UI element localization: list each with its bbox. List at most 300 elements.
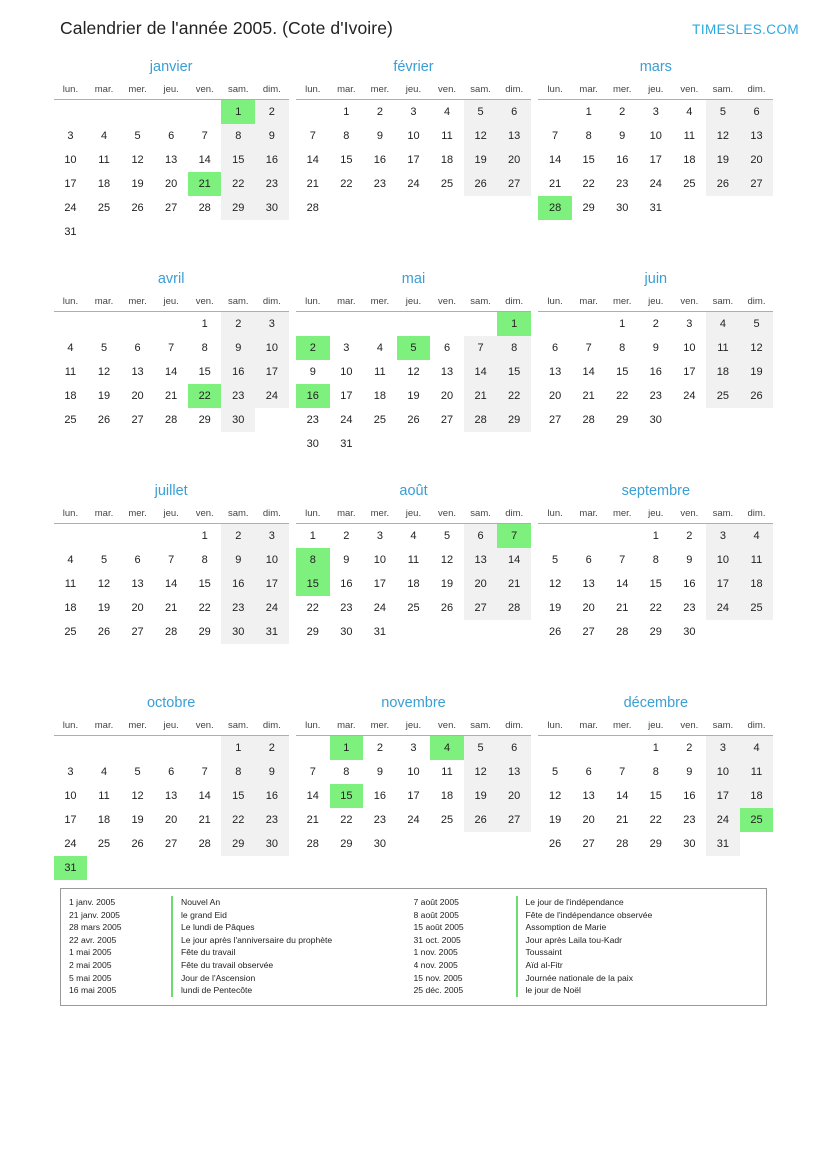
day-cell[interactable]: 10 [706, 548, 740, 572]
day-cell[interactable]: 14 [165, 577, 178, 590]
day-cell[interactable]: 13 [165, 153, 178, 166]
day-cell[interactable]: 14 [616, 789, 629, 802]
day-cell[interactable]: 2 [376, 741, 383, 754]
day-cell[interactable]: 14 [306, 789, 319, 802]
day-cell[interactable]: 2 [686, 741, 693, 754]
day-cell[interactable]: 22 [221, 808, 255, 832]
day-cell[interactable]: 25 [97, 837, 111, 850]
day-cell[interactable]: 27 [165, 201, 178, 214]
day-cell[interactable]: 1 [497, 312, 531, 336]
day-cell[interactable]: 7 [619, 553, 626, 566]
day-cell[interactable]: 2 [221, 312, 255, 336]
day-cell[interactable]: 7 [201, 129, 208, 142]
day-cell[interactable]: 10 [255, 336, 289, 360]
day-cell[interactable]: 1 [309, 529, 316, 542]
day-cell[interactable]: 8 [201, 341, 208, 354]
day-cell[interactable]: 5 [397, 336, 431, 360]
day-cell[interactable]: 23 [221, 384, 255, 408]
day-cell[interactable]: 12 [464, 760, 498, 784]
day-cell[interactable]: 16 [221, 572, 255, 596]
day-cell[interactable]: 4 [100, 765, 108, 778]
day-cell[interactable]: 23 [340, 601, 353, 614]
day-cell[interactable]: 22 [306, 601, 319, 614]
day-cell[interactable]: 20 [497, 148, 531, 172]
day-cell[interactable]: 19 [131, 177, 144, 190]
day-cell[interactable]: 26 [440, 601, 454, 614]
day-cell[interactable]: 21 [165, 601, 178, 614]
day-cell[interactable]: 9 [376, 765, 383, 778]
day-cell[interactable]: 22 [649, 601, 662, 614]
day-cell[interactable]: 28 [497, 596, 531, 620]
day-cell[interactable]: 2 [376, 105, 383, 118]
day-cell[interactable]: 15 [649, 789, 662, 802]
day-cell[interactable]: 1 [343, 105, 350, 118]
day-cell[interactable]: 21 [616, 601, 629, 614]
day-cell[interactable]: 17 [64, 813, 77, 826]
day-cell[interactable]: 27 [548, 413, 562, 426]
day-cell[interactable]: 9 [619, 129, 626, 142]
day-cell[interactable]: 2 [255, 100, 289, 124]
day-cell[interactable]: 9 [686, 553, 693, 566]
day-cell[interactable]: 30 [616, 201, 629, 214]
day-cell[interactable]: 6 [585, 553, 592, 566]
day-cell[interactable]: 4 [706, 312, 740, 336]
day-cell[interactable]: 11 [740, 548, 774, 572]
day-cell[interactable]: 22 [340, 813, 353, 826]
day-cell[interactable]: 23 [649, 389, 662, 402]
day-cell[interactable]: 28 [582, 413, 595, 426]
day-cell[interactable]: 6 [134, 553, 141, 566]
day-cell[interactable]: 16 [221, 360, 255, 384]
day-cell[interactable]: 24 [340, 413, 353, 426]
day-cell[interactable]: 12 [440, 553, 454, 566]
day-cell[interactable]: 13 [131, 577, 144, 590]
day-cell[interactable]: 30 [306, 437, 319, 450]
day-cell[interactable]: 11 [441, 129, 453, 142]
day-cell[interactable]: 16 [296, 384, 330, 408]
day-cell[interactable]: 5 [464, 100, 498, 124]
day-cell[interactable]: 8 [221, 124, 255, 148]
day-cell[interactable]: 16 [683, 577, 696, 590]
day-cell[interactable]: 16 [373, 153, 387, 166]
day-cell[interactable]: 22 [497, 384, 531, 408]
day-cell[interactable]: 14 [464, 360, 498, 384]
day-cell[interactable]: 17 [373, 577, 387, 590]
day-cell[interactable]: 19 [407, 389, 420, 402]
day-cell[interactable]: 26 [740, 384, 774, 408]
day-cell[interactable]: 25 [706, 384, 740, 408]
day-cell[interactable]: 6 [740, 100, 774, 124]
day-cell[interactable]: 19 [97, 389, 111, 402]
day-cell[interactable]: 26 [97, 625, 111, 638]
day-cell[interactable]: 29 [497, 408, 531, 432]
day-cell[interactable]: 10 [64, 789, 77, 802]
day-cell[interactable]: 5 [134, 129, 141, 142]
day-cell[interactable]: 22 [221, 172, 255, 196]
day-cell[interactable]: 1 [619, 317, 626, 330]
day-cell[interactable]: 11 [683, 129, 696, 142]
day-cell[interactable]: 25 [440, 813, 454, 826]
day-cell[interactable]: 3 [255, 312, 289, 336]
day-cell[interactable]: 14 [616, 577, 629, 590]
day-cell[interactable]: 18 [683, 153, 696, 166]
day-cell[interactable]: 27 [740, 172, 774, 196]
day-cell[interactable]: 29 [582, 201, 595, 214]
day-cell[interactable]: 28 [538, 196, 572, 220]
day-cell[interactable]: 8 [201, 553, 208, 566]
day-cell[interactable]: 19 [131, 813, 144, 826]
day-cell[interactable]: 19 [548, 813, 562, 826]
day-cell[interactable]: 19 [706, 148, 740, 172]
day-cell[interactable]: 23 [683, 601, 696, 614]
day-cell[interactable]: 26 [548, 837, 562, 850]
day-cell[interactable]: 16 [373, 789, 387, 802]
day-cell[interactable]: 25 [740, 808, 774, 832]
day-cell[interactable]: 29 [221, 196, 255, 220]
day-cell[interactable]: 10 [683, 341, 696, 354]
day-cell[interactable]: 25 [64, 625, 77, 638]
day-cell[interactable]: 15 [497, 360, 531, 384]
day-cell[interactable]: 27 [131, 625, 144, 638]
day-cell[interactable]: 10 [64, 153, 77, 166]
day-cell[interactable]: 7 [309, 765, 316, 778]
day-cell[interactable]: 23 [306, 413, 319, 426]
day-cell[interactable]: 5 [552, 553, 559, 566]
day-cell[interactable]: 31 [373, 625, 387, 638]
day-cell[interactable]: 2 [221, 524, 255, 548]
day-cell[interactable]: 15 [198, 577, 211, 590]
day-cell[interactable]: 4 [740, 524, 774, 548]
day-cell[interactable]: 12 [97, 577, 111, 590]
day-cell[interactable]: 27 [497, 808, 531, 832]
day-cell[interactable]: 26 [131, 201, 144, 214]
day-cell[interactable]: 25 [97, 201, 111, 214]
day-cell[interactable]: 20 [582, 813, 595, 826]
day-cell[interactable]: 10 [706, 760, 740, 784]
day-cell[interactable]: 23 [373, 177, 387, 190]
day-cell[interactable]: 11 [98, 789, 110, 802]
day-cell[interactable]: 29 [340, 837, 353, 850]
day-cell[interactable]: 25 [740, 596, 774, 620]
day-cell[interactable]: 21 [464, 384, 498, 408]
day-cell[interactable]: 7 [552, 129, 559, 142]
day-cell[interactable]: 27 [165, 837, 178, 850]
day-cell[interactable]: 13 [582, 577, 595, 590]
day-cell[interactable]: 8 [343, 765, 350, 778]
day-cell[interactable]: 6 [168, 765, 175, 778]
day-cell[interactable]: 20 [165, 177, 178, 190]
day-cell[interactable]: 7 [168, 341, 175, 354]
day-cell[interactable]: 19 [464, 784, 498, 808]
day-cell[interactable]: 9 [221, 336, 255, 360]
day-cell[interactable]: 2 [296, 336, 330, 360]
day-cell[interactable]: 18 [440, 153, 454, 166]
day-cell[interactable]: 3 [343, 341, 350, 354]
day-cell[interactable]: 30 [373, 837, 387, 850]
day-cell[interactable]: 5 [443, 529, 451, 542]
day-cell[interactable]: 12 [740, 336, 774, 360]
day-cell[interactable]: 5 [552, 765, 559, 778]
day-cell[interactable]: 8 [585, 129, 592, 142]
day-cell[interactable]: 10 [373, 553, 387, 566]
day-cell[interactable]: 10 [407, 129, 420, 142]
day-cell[interactable]: 17 [407, 789, 420, 802]
day-cell[interactable]: 8 [343, 129, 350, 142]
day-cell[interactable]: 24 [407, 177, 420, 190]
day-cell[interactable]: 26 [407, 413, 420, 426]
day-cell[interactable]: 28 [464, 408, 498, 432]
day-cell[interactable]: 5 [740, 312, 774, 336]
day-cell[interactable]: 22 [649, 813, 662, 826]
day-cell[interactable]: 17 [64, 177, 77, 190]
day-cell[interactable]: 14 [582, 365, 595, 378]
day-cell[interactable]: 28 [616, 837, 629, 850]
day-cell[interactable]: 29 [306, 625, 319, 638]
day-cell[interactable]: 4 [686, 105, 693, 118]
day-cell[interactable]: 3 [410, 741, 417, 754]
day-cell[interactable]: 30 [683, 837, 696, 850]
day-cell[interactable]: 5 [100, 341, 108, 354]
day-cell[interactable]: 12 [548, 577, 562, 590]
day-cell[interactable]: 21 [548, 177, 562, 190]
day-cell[interactable]: 8 [221, 760, 255, 784]
day-cell[interactable]: 14 [165, 365, 178, 378]
day-cell[interactable]: 9 [652, 341, 659, 354]
day-cell[interactable]: 24 [255, 596, 289, 620]
day-cell[interactable]: 15 [616, 365, 629, 378]
day-cell[interactable]: 23 [255, 172, 289, 196]
day-cell[interactable]: 13 [131, 365, 144, 378]
day-cell[interactable]: 10 [649, 129, 662, 142]
day-cell[interactable]: 15 [340, 153, 353, 166]
day-cell[interactable]: 24 [706, 808, 740, 832]
day-cell[interactable]: 20 [464, 572, 498, 596]
day-cell[interactable]: 1 [652, 529, 659, 542]
day-cell[interactable]: 5 [100, 553, 108, 566]
day-cell[interactable]: 23 [616, 177, 629, 190]
day-cell[interactable]: 30 [255, 196, 289, 220]
day-cell[interactable]: 20 [440, 389, 454, 402]
day-cell[interactable]: 7 [585, 341, 592, 354]
day-cell[interactable]: 5 [706, 100, 740, 124]
day-cell[interactable]: 13 [740, 124, 774, 148]
day-cell[interactable]: 4 [410, 529, 417, 542]
day-cell[interactable]: 13 [548, 365, 562, 378]
day-cell[interactable]: 3 [410, 105, 417, 118]
day-cell[interactable]: 20 [131, 601, 144, 614]
day-cell[interactable]: 30 [255, 832, 289, 856]
day-cell[interactable]: 14 [198, 153, 211, 166]
day-cell[interactable]: 3 [255, 524, 289, 548]
day-cell[interactable]: 4 [376, 341, 383, 354]
day-cell[interactable]: 4 [67, 553, 74, 566]
day-cell[interactable]: 1 [221, 736, 255, 760]
day-cell[interactable]: 18 [706, 360, 740, 384]
day-cell[interactable]: 22 [198, 601, 211, 614]
day-cell[interactable]: 22 [340, 177, 353, 190]
day-cell[interactable]: 19 [464, 148, 498, 172]
day-cell[interactable]: 18 [440, 789, 454, 802]
day-cell[interactable]: 7 [168, 553, 175, 566]
day-cell[interactable]: 27 [464, 596, 498, 620]
day-cell[interactable]: 11 [441, 765, 453, 778]
day-cell[interactable]: 7 [201, 765, 208, 778]
day-cell[interactable]: 9 [686, 765, 693, 778]
day-cell[interactable]: 2 [255, 736, 289, 760]
day-cell[interactable]: 30 [683, 625, 696, 638]
day-cell[interactable]: 14 [198, 789, 211, 802]
day-cell[interactable]: 1 [201, 529, 208, 542]
day-cell[interactable]: 11 [374, 365, 386, 378]
day-cell[interactable]: 28 [306, 201, 319, 214]
day-cell[interactable]: 15 [221, 784, 255, 808]
day-cell[interactable]: 8 [497, 336, 531, 360]
day-cell[interactable]: 3 [67, 129, 74, 142]
day-cell[interactable]: 24 [255, 384, 289, 408]
day-cell[interactable]: 6 [464, 524, 498, 548]
day-cell[interactable]: 21 [306, 813, 319, 826]
day-cell[interactable]: 6 [134, 341, 141, 354]
day-cell[interactable]: 30 [221, 620, 255, 644]
day-cell[interactable]: 15 [649, 577, 662, 590]
day-cell[interactable]: 25 [440, 177, 454, 190]
day-cell[interactable]: 7 [464, 336, 498, 360]
day-cell[interactable]: 12 [97, 365, 111, 378]
day-cell[interactable]: 12 [131, 789, 144, 802]
day-cell[interactable]: 23 [683, 813, 696, 826]
day-cell[interactable]: 31 [649, 201, 662, 214]
day-cell[interactable]: 18 [373, 389, 387, 402]
day-cell[interactable]: 20 [131, 389, 144, 402]
day-cell[interactable]: 21 [306, 177, 319, 190]
day-cell[interactable]: 24 [706, 596, 740, 620]
day-cell[interactable]: 13 [497, 124, 531, 148]
day-cell[interactable]: 13 [440, 365, 454, 378]
day-cell[interactable]: 17 [649, 153, 662, 166]
day-cell[interactable]: 13 [582, 789, 595, 802]
day-cell[interactable]: 6 [585, 765, 592, 778]
day-cell[interactable]: 6 [168, 129, 175, 142]
day-cell[interactable]: 18 [740, 572, 774, 596]
day-cell[interactable]: 4 [443, 105, 451, 118]
day-cell[interactable]: 9 [255, 124, 289, 148]
day-cell[interactable]: 15 [330, 784, 364, 808]
day-cell[interactable]: 11 [407, 553, 420, 566]
day-cell[interactable]: 8 [619, 341, 626, 354]
day-cell[interactable]: 30 [649, 413, 662, 426]
day-cell[interactable]: 8 [296, 548, 330, 572]
day-cell[interactable]: 21 [616, 813, 629, 826]
day-cell[interactable]: 18 [97, 813, 111, 826]
day-cell[interactable]: 12 [706, 124, 740, 148]
day-cell[interactable]: 17 [706, 784, 740, 808]
day-cell[interactable]: 18 [407, 577, 420, 590]
day-cell[interactable]: 3 [706, 524, 740, 548]
day-cell[interactable]: 25 [407, 601, 420, 614]
day-cell[interactable]: 21 [582, 389, 595, 402]
day-cell[interactable]: 11 [98, 153, 110, 166]
day-cell[interactable]: 4 [67, 341, 74, 354]
day-cell[interactable]: 20 [582, 601, 595, 614]
day-cell[interactable]: 13 [497, 760, 531, 784]
day-cell[interactable]: 12 [407, 365, 420, 378]
day-cell[interactable]: 31 [64, 225, 77, 238]
day-cell[interactable]: 16 [255, 148, 289, 172]
day-cell[interactable]: 7 [309, 129, 316, 142]
day-cell[interactable]: 30 [221, 408, 255, 432]
day-cell[interactable]: 26 [464, 172, 498, 196]
day-cell[interactable]: 9 [221, 548, 255, 572]
day-cell[interactable]: 31 [706, 832, 740, 856]
day-cell[interactable]: 27 [440, 413, 454, 426]
day-cell[interactable]: 24 [373, 601, 387, 614]
day-cell[interactable]: 3 [706, 736, 740, 760]
day-cell[interactable]: 4 [740, 736, 774, 760]
day-cell[interactable]: 5 [134, 765, 141, 778]
day-cell[interactable]: 18 [64, 601, 77, 614]
day-cell[interactable]: 2 [686, 529, 693, 542]
day-cell[interactable]: 24 [649, 177, 662, 190]
day-cell[interactable]: 26 [131, 837, 144, 850]
day-cell[interactable]: 20 [497, 784, 531, 808]
day-cell[interactable]: 28 [198, 201, 211, 214]
day-cell[interactable]: 2 [652, 317, 659, 330]
day-cell[interactable]: 25 [373, 413, 387, 426]
day-cell[interactable]: 19 [740, 360, 774, 384]
day-cell[interactable]: 15 [198, 365, 211, 378]
day-cell[interactable]: 12 [131, 153, 144, 166]
day-cell[interactable]: 2 [619, 105, 626, 118]
day-cell[interactable]: 12 [464, 124, 498, 148]
day-cell[interactable]: 14 [306, 153, 319, 166]
day-cell[interactable]: 11 [706, 336, 740, 360]
day-cell[interactable]: 27 [131, 413, 144, 426]
day-cell[interactable]: 19 [440, 577, 454, 590]
day-cell[interactable]: 28 [616, 625, 629, 638]
day-cell[interactable]: 29 [649, 625, 662, 638]
day-cell[interactable]: 23 [373, 813, 387, 826]
day-cell[interactable]: 6 [497, 736, 531, 760]
day-cell[interactable]: 4 [100, 129, 108, 142]
day-cell[interactable]: 16 [340, 577, 353, 590]
day-cell[interactable]: 17 [255, 360, 289, 384]
day-cell[interactable]: 24 [64, 201, 77, 214]
day-cell[interactable]: 29 [198, 625, 211, 638]
day-cell[interactable]: 31 [255, 620, 289, 644]
day-cell[interactable]: 22 [616, 389, 629, 402]
day-cell[interactable]: 6 [497, 100, 531, 124]
day-cell[interactable]: 24 [683, 389, 696, 402]
day-cell[interactable]: 26 [706, 172, 740, 196]
day-cell[interactable]: 10 [255, 548, 289, 572]
day-cell[interactable]: 17 [683, 365, 696, 378]
day-cell[interactable]: 29 [198, 413, 211, 426]
day-cell[interactable]: 22 [582, 177, 595, 190]
day-cell[interactable]: 3 [686, 317, 693, 330]
day-cell[interactable]: 13 [464, 548, 498, 572]
day-cell[interactable]: 31 [54, 856, 88, 880]
day-cell[interactable]: 19 [548, 601, 562, 614]
day-cell[interactable]: 14 [497, 548, 531, 572]
day-cell[interactable]: 3 [67, 765, 74, 778]
day-cell[interactable]: 7 [619, 765, 626, 778]
day-cell[interactable]: 28 [165, 413, 178, 426]
day-cell[interactable]: 16 [649, 365, 662, 378]
day-cell[interactable]: 29 [616, 413, 629, 426]
day-cell[interactable]: 10 [407, 765, 420, 778]
day-cell[interactable]: 27 [582, 837, 595, 850]
day-cell[interactable]: 24 [407, 813, 420, 826]
